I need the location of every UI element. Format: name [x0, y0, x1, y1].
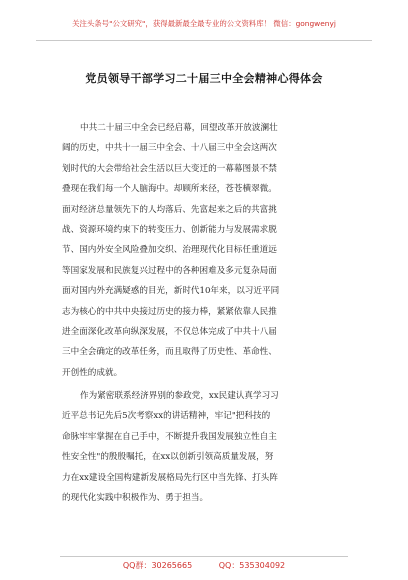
- header-divider: [36, 40, 372, 41]
- body-line: 等国家发展和民族复兴过程中的各种困难及多元复杂局面: [62, 265, 277, 276]
- body-line: 中共二十届三中全会已经启幕，回望改革开放波澜壮: [80, 123, 278, 133]
- footer-qq: QQ：535304092: [218, 561, 286, 570]
- body-line: 的现代化实践中积极作为、勇于担当。: [62, 493, 209, 504]
- body-line: 面对经济总量领先下的人均落后、先富起来之后的共富挑: [62, 204, 277, 215]
- footer-divider: [60, 556, 348, 557]
- body-line: 开创性的成就。: [62, 367, 123, 378]
- body-line: 进全面深化改革向纵深发展，不仅总体完成了中共十八届: [62, 326, 277, 337]
- body-line: 志为核心的中共中央接过历史的接力棒，紧紧依靠人民推: [62, 306, 277, 317]
- footer-qq-group: QQ群：30265665: [122, 561, 193, 570]
- footer-contact: [0, 560, 408, 571]
- body-line: 面对国内外充满疑惑的目光，新时代10年来，以习近平同: [62, 286, 280, 297]
- body-line: 阔的历史，中共十一届三中全会、十八届三中全会这两次: [62, 143, 277, 154]
- body-line: 节、国内外安全风险叠加交织、治理现代化目标任重道远: [62, 245, 277, 256]
- body-line: 作为紧密联系经济界别的参政党，xx民建认真学习习: [80, 391, 279, 402]
- document-title: 党员领导干部学习二十届三中全会精神心得体会: [85, 72, 323, 85]
- body-line: 划时代的大会带给社会生活以巨大变迁的一幕幕图景不禁: [62, 163, 277, 174]
- body-line: 三中全会确定的改革任务，而且取得了历史性、革命性、: [62, 347, 277, 358]
- body-line: 叠现在我们每一个人脑海中。却顾所来径，苍苍横翠微。: [62, 184, 277, 195]
- body-line: 近平总书记先后5次考察xx的讲话精神，牢记"把科技的: [62, 411, 271, 422]
- body-line: 性安全性"的殷殷嘱托，在xx以创新引领高质量发展，努: [62, 452, 274, 463]
- header-banner: 关注头条号"公文研究"，获得最新最全最专业的公文资料库！ 微信：gongwenyj: [72, 19, 336, 28]
- body-line: 命脉牢牢掌握在自己手中，不断提升我国发展独立性自主: [62, 431, 277, 442]
- body-line: 战、资源环境约束下的转变压力、创新能力与发展需求脱: [62, 224, 277, 235]
- body-line: 力在xx建设全国构建新发展格局先行区中当先锋、打头阵: [62, 472, 278, 483]
- document-body: [62, 118, 348, 508]
